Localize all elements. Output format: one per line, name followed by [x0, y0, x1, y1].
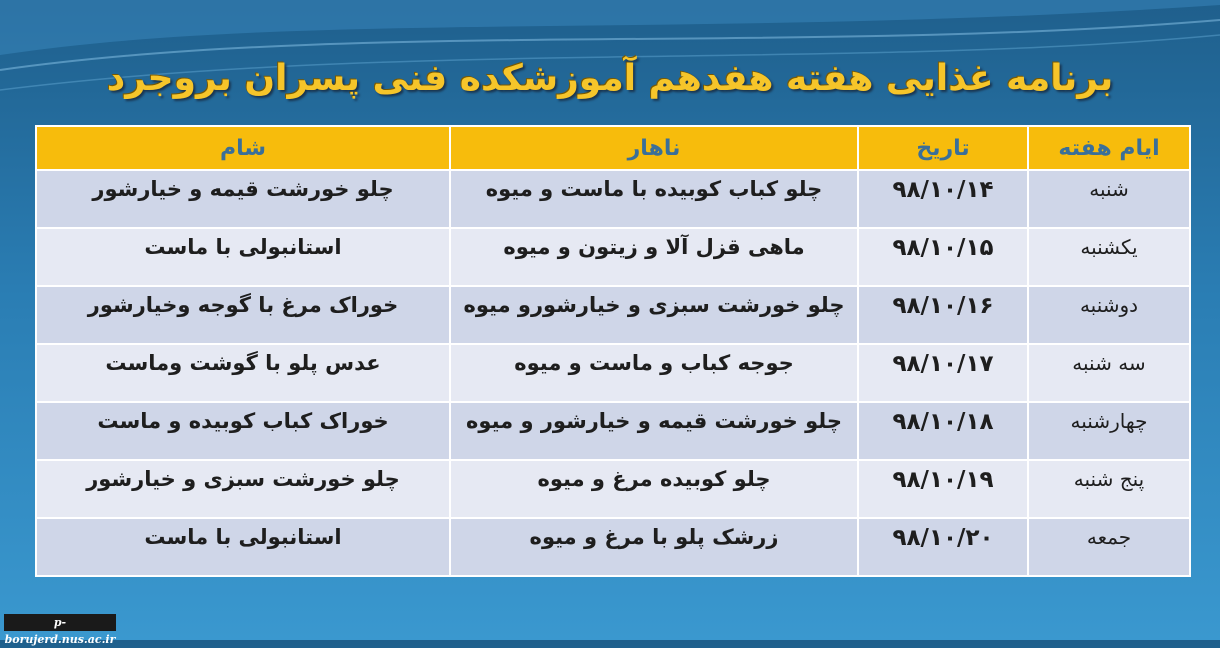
table-row: [36, 518, 1190, 576]
header-date: تاریخ: [858, 126, 1028, 170]
header-day: ایام هفته: [1028, 126, 1190, 170]
cell-date: ۹۸/۱۰/۱۶: [858, 286, 1028, 344]
cell-lunch: چلو خورشت قیمه و خیارشور و میوه: [450, 402, 858, 460]
cell-dinner: چلو خورشت قیمه و خیارشور: [36, 170, 450, 228]
cell-day: سه شنبه: [1028, 344, 1190, 402]
cell-day: یکشنبه: [1028, 228, 1190, 286]
cell-dinner: خوراک کباب کوبیده و ماست: [36, 402, 450, 460]
cell-lunch: زرشک پلو با مرغ و میوه: [450, 518, 858, 576]
cell-lunch: چلو کباب کوبیده با ماست و میوه: [450, 170, 858, 228]
cell-date: ۹۸/۱۰/۱۴: [858, 170, 1028, 228]
table-row: [36, 228, 1190, 286]
cell-dinner: عدس پلو با گوشت وماست: [36, 344, 450, 402]
table-header-row: [36, 126, 1190, 170]
cell-date: ۹۸/۱۰/۱۹: [858, 460, 1028, 518]
cell-day: دوشنبه: [1028, 286, 1190, 344]
cell-lunch: چلو کوبیده مرغ و میوه: [450, 460, 858, 518]
cell-dinner: استانبولی با ماست: [36, 228, 450, 286]
table-row: [36, 170, 1190, 228]
cell-day: چهارشنبه: [1028, 402, 1190, 460]
cell-lunch: ماهی قزل آلا و زیتون و میوه: [450, 228, 858, 286]
cell-day: پنج شنبه: [1028, 460, 1190, 518]
meal-schedule-table: [35, 125, 1191, 577]
cell-lunch: جوجه کباب و ماست و میوه: [450, 344, 858, 402]
cell-date: ۹۸/۱۰/۱۵: [858, 228, 1028, 286]
header-lunch: ناهار: [450, 126, 858, 170]
cell-date: ۹۸/۱۰/۱۷: [858, 344, 1028, 402]
cell-day: جمعه: [1028, 518, 1190, 576]
cell-dinner: چلو خورشت سبزی و خیارشور: [36, 460, 450, 518]
cell-date: ۹۸/۱۰/۱۸: [858, 402, 1028, 460]
table-row: [36, 344, 1190, 402]
table-row: [36, 402, 1190, 460]
cell-lunch: چلو خورشت سبزی و خیارشورو میوه: [450, 286, 858, 344]
header-dinner: شام: [36, 126, 450, 170]
site-url-watermark: p-borujerd.nus.ac.ir: [4, 616, 116, 646]
meal-schedule-table-container: [35, 125, 1189, 577]
cell-day: شنبه: [1028, 170, 1190, 228]
cell-dinner: استانبولی با ماست: [36, 518, 450, 576]
table-row: [36, 286, 1190, 344]
cell-date: ۹۸/۱۰/۲۰: [858, 518, 1028, 576]
page-title: برنامه غذایی هفته هفدهم آموزشکده فنی پسران بروجرد: [106, 58, 1114, 99]
cell-dinner: خوراک مرغ با گوجه وخیارشور: [36, 286, 450, 344]
table-row: [36, 460, 1190, 518]
